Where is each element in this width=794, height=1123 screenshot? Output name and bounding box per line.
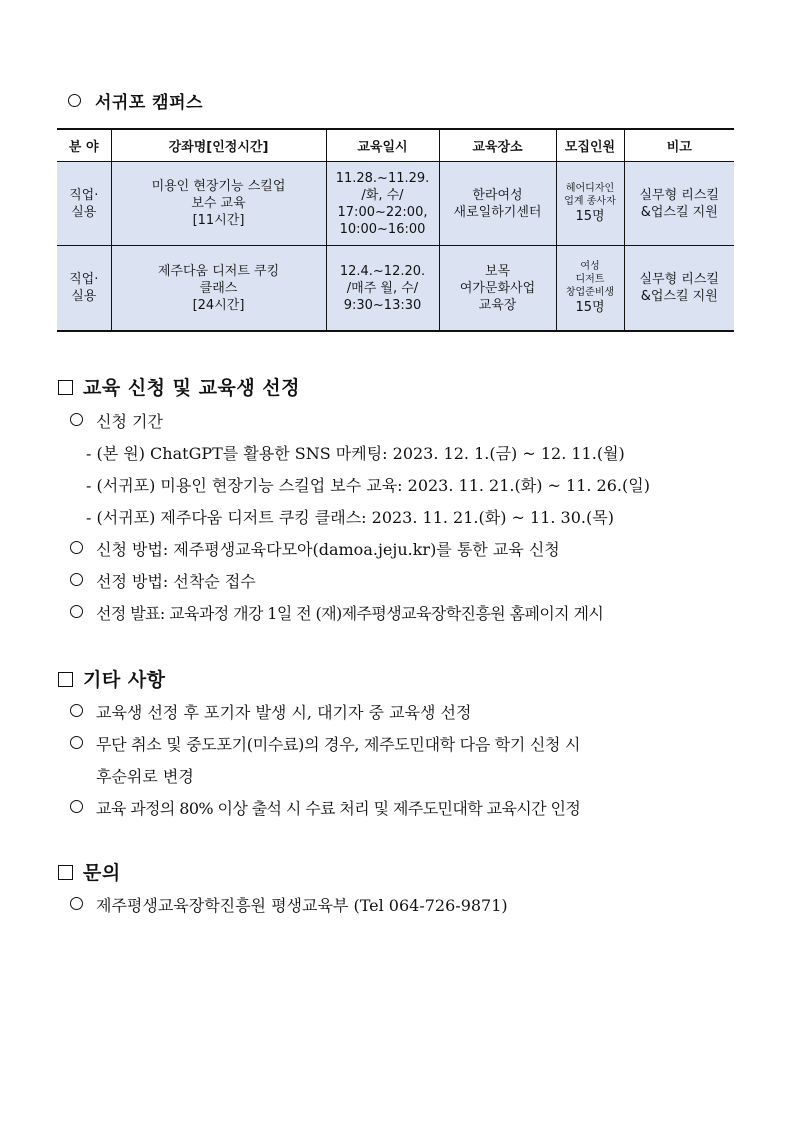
square-bullet-icon bbox=[58, 380, 73, 395]
section-heading-application: 교육 신청 및 교육생 선정 bbox=[58, 373, 300, 400]
circle-bullet-icon bbox=[70, 897, 83, 910]
header-recruit: 모집인원 bbox=[556, 129, 624, 162]
cell-field: 직업· 실용 bbox=[57, 162, 111, 246]
cell-recruit: 헤어디자인 업계 종사자 15명 bbox=[556, 162, 624, 246]
list-item: 제주평생교육장학진흥원 평생교육부 (Tel 064-726-9871) bbox=[70, 893, 508, 916]
list-item: - (서귀포) 미용인 현장기능 스킬업 보수 교육: 2023. 11. 21.(화) ~ 11. 26.(일) bbox=[86, 476, 650, 495]
circle-bullet-icon bbox=[70, 413, 83, 426]
header-schedule: 교육일시 bbox=[326, 129, 439, 162]
header-note: 비고 bbox=[624, 129, 734, 162]
circle-bullet-icon bbox=[70, 605, 83, 618]
section-heading-etc: 기타 사항 bbox=[58, 665, 166, 692]
cell-course: 미용인 현장기능 스킬업 보수 교육 [11시간] bbox=[111, 162, 326, 246]
circle-bullet-icon bbox=[70, 573, 83, 586]
table-row bbox=[57, 162, 734, 246]
campus-heading: 서귀포 캠퍼스 bbox=[68, 88, 203, 113]
cell-schedule: 11.28.~11.29. /화, 수/ 17:00~22:00, 10:00~16:00 bbox=[326, 162, 439, 246]
cell-place: 보목 여가문화사업 교육장 bbox=[439, 246, 556, 332]
table-row bbox=[57, 246, 734, 332]
list-item: 교육생 선정 후 포기자 발생 시, 대기자 중 교육생 선정 bbox=[70, 700, 471, 723]
list-item: - (본 원) ChatGPT를 활용한 SNS 마케팅: 2023. 12. 1.(금) ~ 12. 11.(월) bbox=[86, 444, 625, 463]
circle-bullet-icon bbox=[70, 800, 83, 813]
list-item-continuation: 후순위로 변경 bbox=[96, 767, 194, 786]
square-bullet-icon bbox=[58, 672, 73, 687]
cell-field: 직업· 실용 bbox=[57, 246, 111, 332]
cell-note: 실무형 리스킬 &업스킬 지원 bbox=[624, 162, 734, 246]
header-place: 교육장소 bbox=[439, 129, 556, 162]
header-field: 분 야 bbox=[57, 129, 111, 162]
list-item: 신청 기간 bbox=[70, 409, 163, 432]
cell-note: 실무형 리스킬 &업스킬 지원 bbox=[624, 246, 734, 332]
section-heading-inquiry: 문의 bbox=[58, 858, 121, 885]
course-table bbox=[57, 128, 734, 332]
cell-course: 제주다움 디저트 쿠킹 클래스 [24시간] bbox=[111, 246, 326, 332]
list-item: 선정 방법: 선착순 접수 bbox=[70, 569, 256, 592]
list-item: 교육 과정의 80% 이상 출석 시 수료 처리 및 제주도민대학 교육시간 인정 bbox=[70, 796, 580, 819]
circle-bullet-icon bbox=[70, 704, 83, 717]
cell-schedule: 12.4.~12.20. /매주 월, 수/ 9:30~13:30 bbox=[326, 246, 439, 332]
header-course: 강좌명[인정시간] bbox=[111, 129, 326, 162]
square-bullet-icon bbox=[58, 865, 73, 880]
list-item: 신청 방법: 제주평생교육다모아(damoa.jeju.kr)를 통한 교육 신청 bbox=[70, 537, 560, 560]
list-item: 무단 취소 및 중도포기(미수료)의 경우, 제주도민대학 다음 학기 신청 시 bbox=[70, 732, 580, 755]
table-header-row bbox=[57, 129, 734, 162]
cell-recruit: 여성 디저트 창업준비생 15명 bbox=[556, 246, 624, 332]
list-item: 선정 발표: 교육과정 개강 1일 전 (재)제주평생교육장학진흥원 홈페이지 게시 bbox=[70, 601, 603, 624]
circle-bullet-icon bbox=[70, 736, 83, 749]
list-item: - (서귀포) 제주다움 디저트 쿠킹 클래스: 2023. 11. 21.(화) ~ 11. 30.(목) bbox=[86, 508, 614, 527]
circle-bullet-icon bbox=[68, 94, 81, 107]
cell-place: 한라여성 새로일하기센터 bbox=[439, 162, 556, 246]
circle-bullet-icon bbox=[70, 541, 83, 554]
